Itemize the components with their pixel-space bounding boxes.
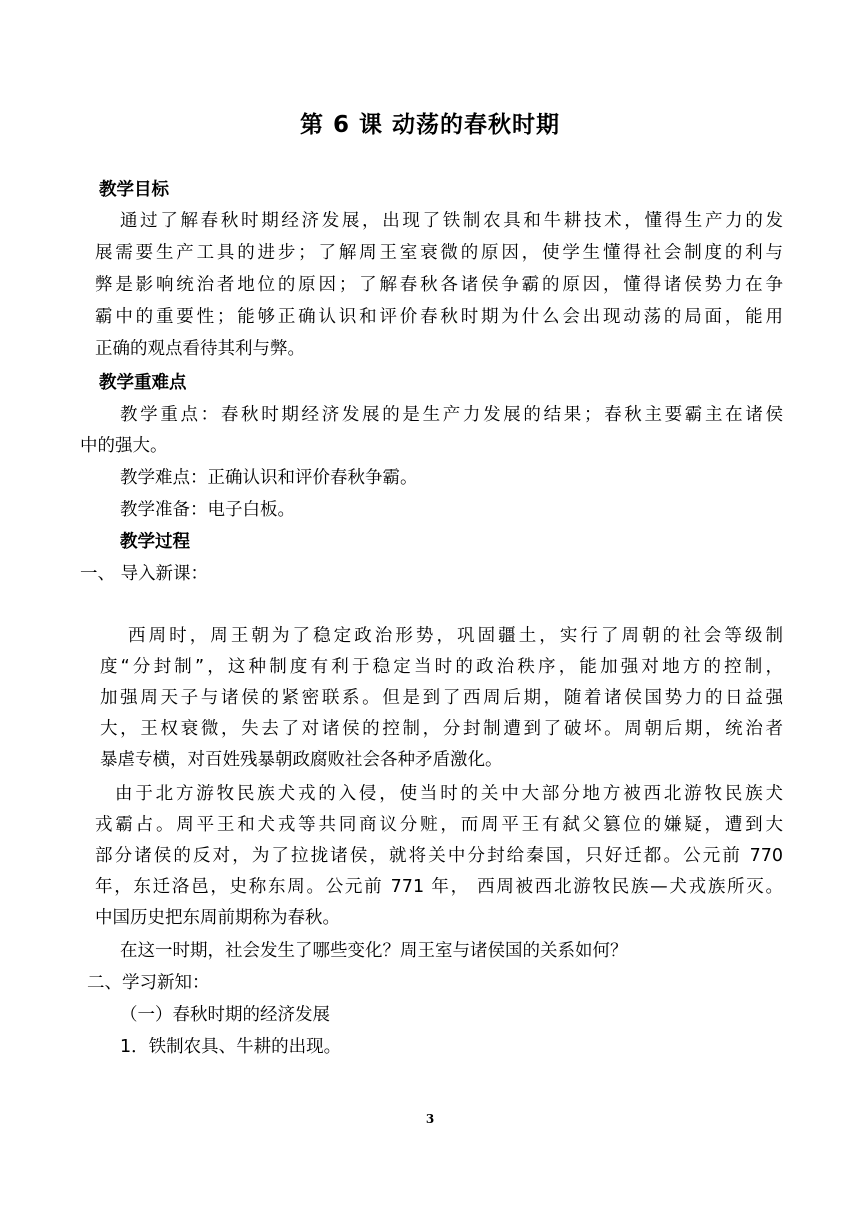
part1-para2-line: 中国历史把东周前期称为春秋。 — [95, 908, 340, 928]
preparation-line: 教学准备：电子白板。 — [120, 500, 295, 520]
goals-line: 展需要生产工具的进步；了解周王室衰微的原因，使学生懂得社会制度的利与 — [95, 243, 783, 263]
part1-para1-line: 大，王权衰微，失去了对诸侯的控制，分封制遭到了破坏。周朝后期，统治者 — [100, 719, 783, 739]
difficulty-line: 教学难点：正确认识和评价春秋争霸。 — [120, 468, 418, 488]
part1-para2-line: 戎霸占。周平王和犬戎等共同商议分赃，而周平王有弑父篡位的嫌疑，遭到大 — [95, 815, 783, 835]
part2-item: 1．铁制农具、牛耕的出现。 — [120, 1037, 342, 1057]
goals-line: 正确的观点看待其利与弊。 — [95, 339, 305, 359]
page-number: 3 — [425, 1112, 435, 1126]
goals-heading: 教学目标 — [99, 180, 169, 200]
lesson-title: 第 6 课 动荡的春秋时期 — [299, 112, 561, 138]
key-point-line: 教学重点：春秋时期经济发展的是生产力发展的结果；春秋主要霸主在诸侯 — [120, 405, 783, 425]
goals-line: 霸中的重要性；能够正确认识和评价春秋时期为什么会出现动荡的局面，能用 — [95, 307, 783, 327]
key-point-line: 中的强大。 — [80, 436, 168, 456]
part1-para2-line: 由于北方游牧民族犬戎的入侵，使当时的关中大部分地方被西北游牧民族犬 — [115, 784, 783, 804]
part2-heading: 二、学习新知： — [87, 973, 210, 993]
part1-para1-line: 加强周天子与诸侯的紧密联系。但是到了西周后期，随着诸侯国势力的日益强 — [100, 688, 783, 708]
process-heading: 教学过程 — [120, 532, 190, 552]
goals-line: 通过了解春秋时期经济发展，出现了铁制农具和牛耕技术，懂得生产力的发 — [120, 211, 783, 231]
goals-line: 弊是影响统治者地位的原因；了解春秋各诸侯争霸的原因，懂得诸侯势力在争 — [95, 275, 783, 295]
part1-para2-line: 年，东迁洛邑，史称东周。公元前 771 年， 西周被西北游牧民族—犬戎族所灭。 — [95, 877, 783, 897]
part1-heading: 一、 导入新课： — [80, 564, 209, 584]
part2-subheading: （一）春秋时期的经济发展 — [120, 1005, 330, 1025]
part1-para1-line: 西周时，周王朝为了稳定政治形势，巩固疆土，实行了周朝的社会等级制 — [128, 626, 783, 646]
part1-para2-line: 部分诸侯的反对，为了拉拢诸侯，就将关中分封给秦国，只好迁都。公元前 770 — [95, 846, 783, 866]
part1-question: 在这一时期，社会发生了哪些变化？周王室与诸侯国的关系如何？ — [120, 941, 628, 961]
key-heading: 教学重难点 — [99, 373, 187, 393]
part1-para1-line: 暴虐专横，对百姓残暴朝政腐败社会各种矛盾激化。 — [100, 750, 503, 770]
part1-para1-line: 度“分封制”，这种制度有利于稳定当时的政治秩序，能加强对地方的控制， — [100, 657, 783, 677]
